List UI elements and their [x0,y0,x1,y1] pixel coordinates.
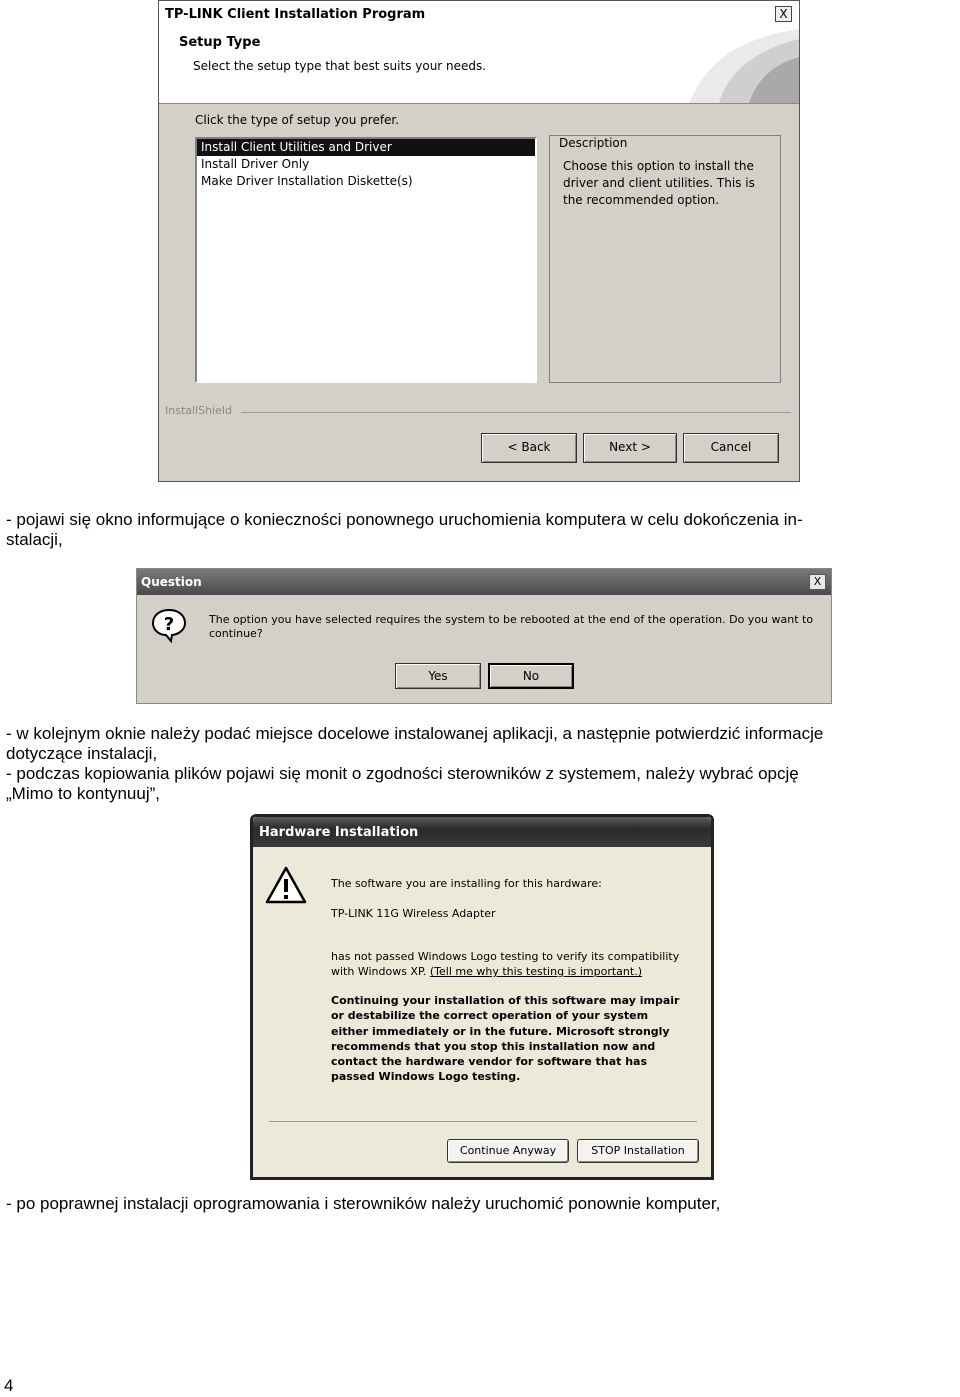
logo-testing-line-start: with Windows XP. [331,965,427,978]
device-name: TP-LINK 11G Wireless Adapter [331,907,496,920]
paragraph-destination-and-driver [6,724,956,804]
dialog-header [159,29,799,104]
back-button[interactable]: < Back [481,433,577,463]
warning-line: contact the hardware vendor for software that has [331,1055,648,1069]
dialog-titlebar [137,569,831,595]
compatibility-warning [331,993,701,1085]
cancel-button[interactable]: Cancel [683,433,779,463]
logo-testing-text [331,949,691,979]
next-button[interactable]: Next > [583,433,677,463]
continue-anyway-button[interactable]: Continue Anyway [447,1139,569,1163]
hardware-installation-dialog [250,814,714,1180]
page-curl-graphic [629,29,799,103]
dialog-titlebar [159,1,799,29]
warning-line: recommends that you stop this installation now and [331,1039,656,1053]
page-number: 4 [4,1376,14,1395]
dialog-title: TP-LINK Client Installation Program [165,7,426,22]
message-line: continue? [209,627,263,640]
setup-type-dialog [158,0,800,482]
setup-type-subheading: Select the setup type that best suits your needs. [193,59,487,73]
dialog-titlebar [253,817,711,847]
divider [241,412,791,413]
yes-button[interactable]: Yes [395,663,481,689]
warning-line: or destabilize the correct operation of your system [331,1009,649,1023]
warning-line: Continuing your installation of this software may impair [331,994,680,1007]
dialog-title: Hardware Installation [259,825,419,840]
question-message [209,613,823,641]
logo-testing-line: has not passed Windows Logo testing to verify its compatibility [331,950,680,963]
setup-type-heading: Setup Type [179,35,261,50]
description-text: Choose this option to install the driver and client utilities. This is the recommended option. [563,159,755,207]
paragraph-line: - pojawi się okno informujące o konieczności ponownego uruchomienia komputera w celu dokończenia in- [6,510,803,529]
question-icon [151,607,187,643]
list-item-install-driver-only[interactable]: Install Driver Only [201,157,310,171]
close-button[interactable]: X [775,6,792,22]
close-button[interactable]: X [809,574,826,590]
no-button[interactable]: No [488,663,574,689]
warning-line: passed Windows Logo testing. [331,1070,521,1084]
paragraph-line: „Mimo to kontynuuj”, [6,784,160,803]
warning-icon [265,865,307,905]
setup-prompt: Click the type of setup you prefer. [195,113,400,127]
tell-me-why-link[interactable]: (Tell me why this testing is important.) [429,965,642,978]
installshield-brand: InstallShield [165,404,232,417]
hardware-intro-text: The software you are installing for this hardware: [331,877,602,890]
paragraph-line: - podczas kopiowania plików pojawi się monit o zgodności sterowników z systemem, należy wybrać opcję [6,764,799,783]
paragraph-line: - w kolejnym oknie należy podać miejsce docelowe instalowanej aplikacji, a następnie potwierdzić informacje [6,724,824,743]
list-item-make-diskettes[interactable]: Make Driver Installation Diskette(s) [201,174,413,188]
paragraph-reboot-info [6,510,956,550]
list-item-install-client-and-driver[interactable]: Install Client Utilities and Driver [197,139,535,156]
description-label: Description [559,136,628,150]
dialog-title: Question [141,575,202,589]
paragraph-restart: - po poprawnej instalacji oprogramowania i sterowników należy uruchomić ponownie komputer, [6,1194,721,1213]
paragraph-line: stalacji, [6,530,63,549]
paragraph-line: dotyczące instalacji, [6,744,158,763]
svg-text:?: ? [163,614,175,635]
setup-type-listbox[interactable] [195,137,537,383]
warning-line: either immediately or in the future. Microsoft strongly [331,1024,670,1038]
divider [269,1121,697,1122]
question-dialog [136,568,832,704]
logo-testing-line [331,964,691,979]
stop-installation-button[interactable]: STOP Installation [577,1139,699,1163]
message-line: The option you have selected requires the system to be rebooted at the end of the operation. Do you want to [209,613,814,626]
